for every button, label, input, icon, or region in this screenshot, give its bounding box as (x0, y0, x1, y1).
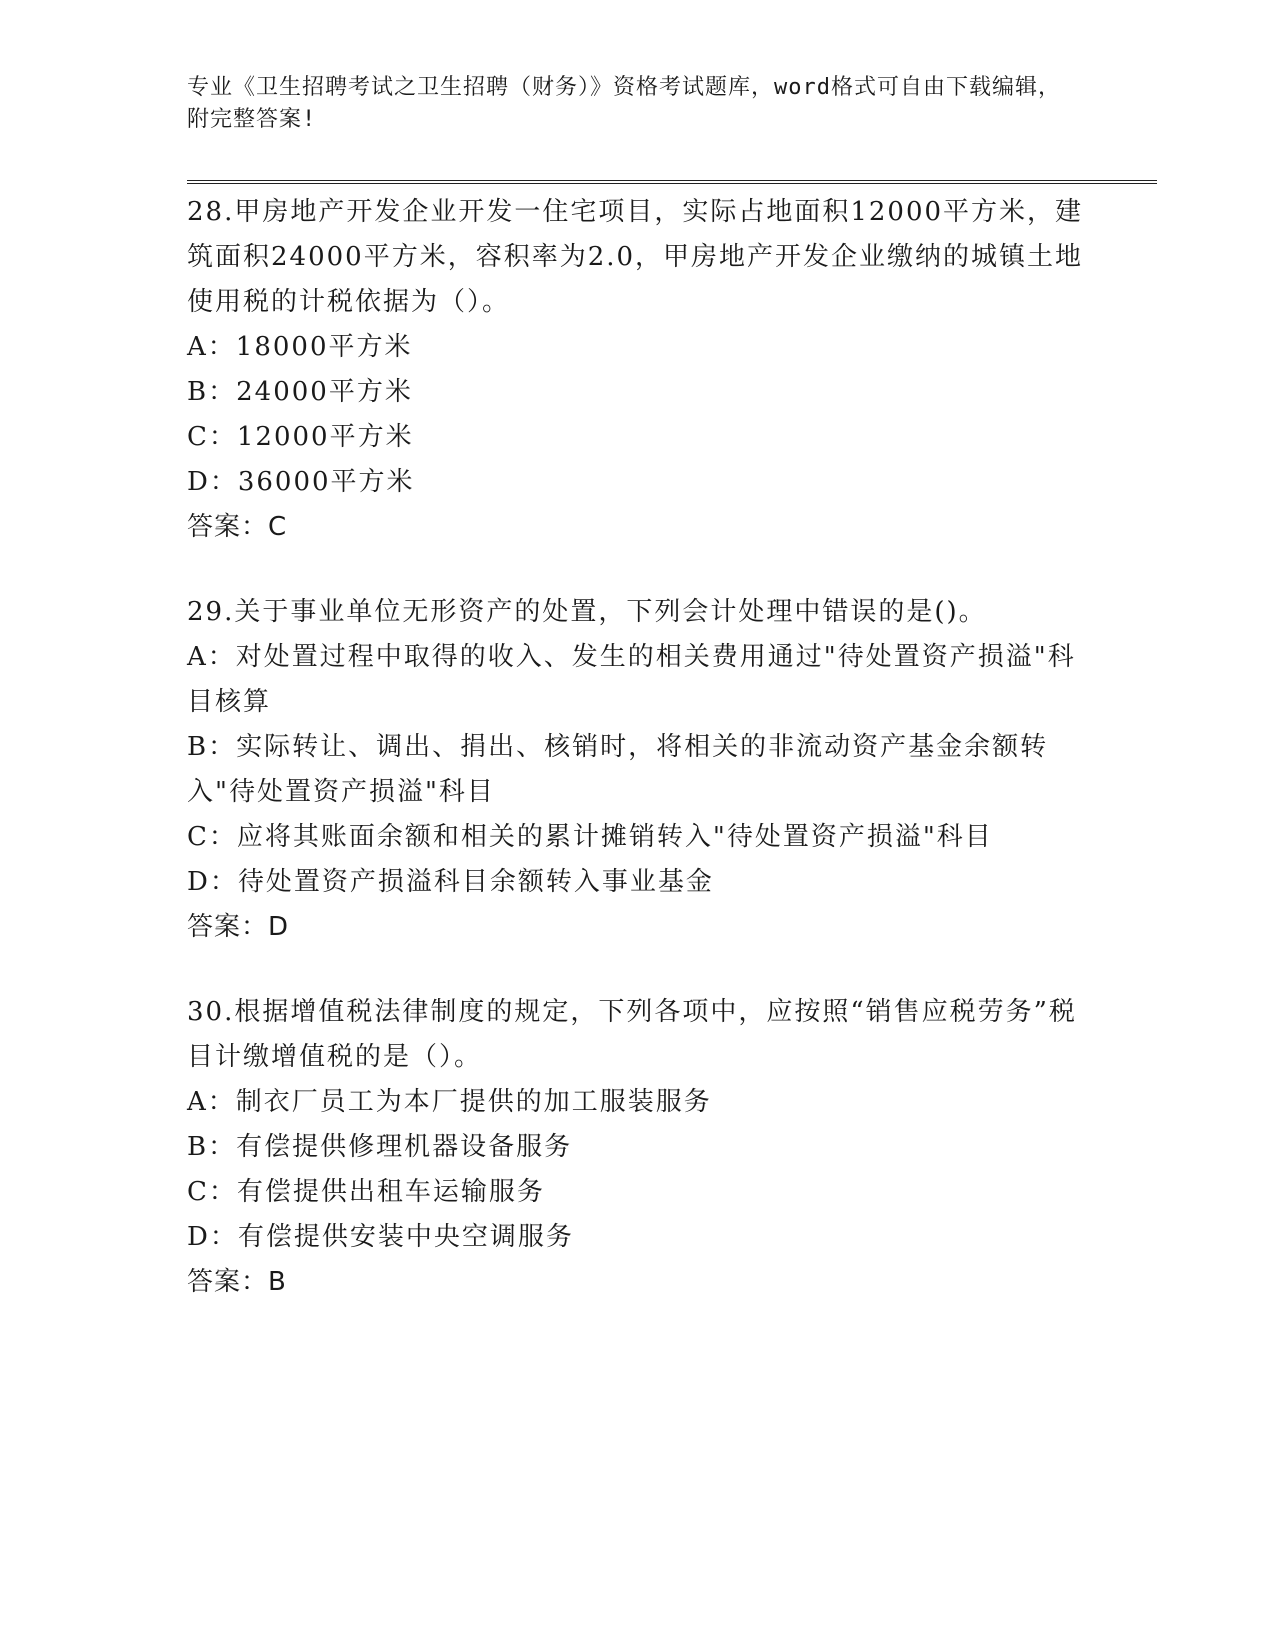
answer-line: 答案：C (187, 512, 288, 542)
option-a: A：18000平方米 (187, 332, 413, 362)
question-30 (187, 990, 1087, 1305)
question-28 (187, 190, 1087, 550)
option-b: B：有偿提供修理机器设备服务 (187, 1132, 573, 1162)
answer-line: 答案：D (187, 912, 290, 942)
option-d: D：有偿提供安装中央空调服务 (187, 1222, 574, 1252)
option-a: A：制衣厂员工为本厂提供的加工服装服务 (187, 1087, 712, 1117)
option-d: D：待处置资产损溢科目余额转入事业基金 (187, 867, 714, 897)
option-b: B：实际转让、调出、捐出、核销时，将相关的非流动资产基金余额转入"待处置资产损溢"科目 (187, 732, 1049, 807)
option-a: A：对处置过程中取得的收入、发生的相关费用通过"待处置资产损溢"科目核算 (187, 642, 1076, 717)
option-c: C：应将其账面余额和相关的累计摊销转入"待处置资产损溢"科目 (187, 822, 993, 852)
question-stem: 30.根据增值税法律制度的规定，下列各项中，应按照“销售应税劳务”税目计缴增值税的是（）。 (187, 997, 1077, 1072)
answer-line: 答案：B (187, 1267, 287, 1297)
document-page (187, 0, 1157, 1650)
question-list (187, 190, 1087, 1345)
option-c: C：有偿提供出租车运输服务 (187, 1177, 545, 1207)
option-c: C：12000平方米 (187, 422, 414, 452)
question-29 (187, 590, 1087, 950)
question-stem: 28.甲房地产开发企业开发一住宅项目，实际占地面积12000平方米，建筑面积24000平方米，容积率为2.0，甲房地产开发企业缴纳的城镇土地使用税的计税依据为（）。 (187, 197, 1084, 317)
option-b: B：24000平方米 (187, 377, 413, 407)
question-stem: 29.关于事业单位无形资产的处置，下列会计处理中错误的是()。 (187, 597, 987, 627)
header-divider (187, 180, 1157, 184)
option-d: D：36000平方米 (187, 467, 415, 497)
document-header: 专业《卫生招聘考试之卫生招聘（财务）》资格考试题库，word格式可自由下载编辑，附完整答案! (187, 75, 1061, 132)
